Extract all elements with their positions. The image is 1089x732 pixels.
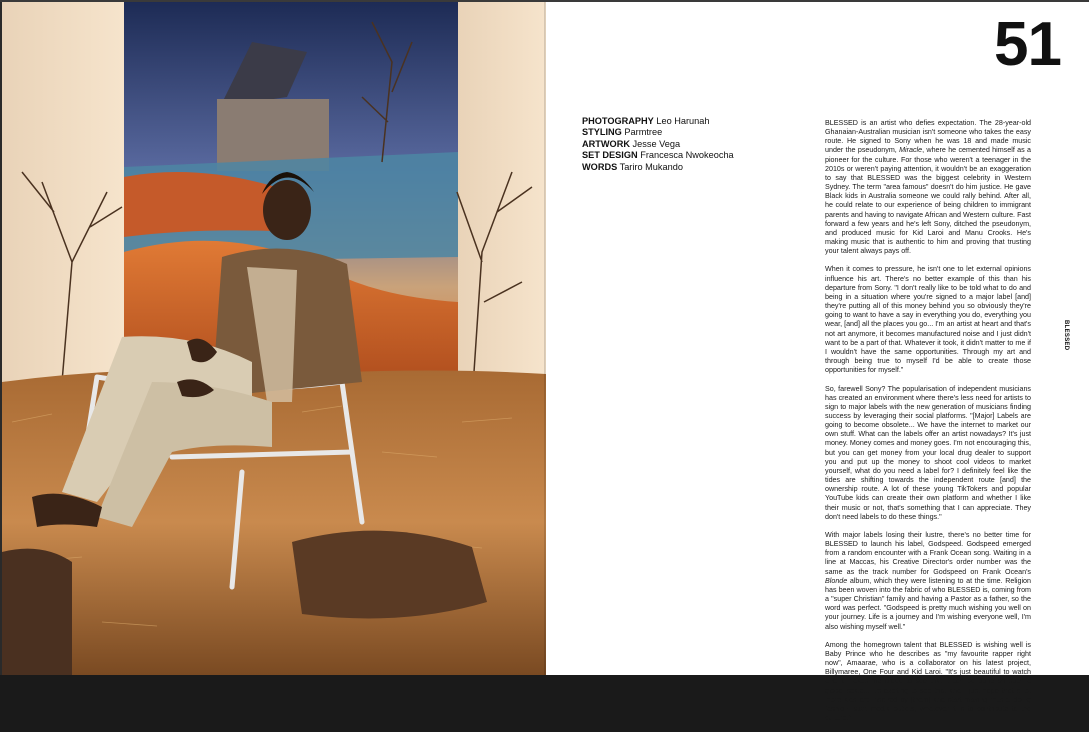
text-page [546,2,1089,723]
credit-role: SET DESIGN [582,150,638,161]
running-head: BLESSED [1063,320,1069,351]
foreground-rock [292,531,487,619]
credit-row [582,127,772,138]
credit-name: Parmtree [624,127,663,138]
italic-title: Miracle [899,146,923,155]
credit-role: STYLING [582,127,622,138]
left-wall [2,2,124,402]
credit-row [582,162,772,173]
italic-title: Blonde [825,576,848,585]
paragraph-text: With major labels losing their lustre, there's no better time for BLESSED to launch his label, Godspeed. Godspeed emerged from a random encounter with a Frank Ocean song. Waiting in a line at Maccas, his Creative Director's order number was the same as the track number for Godspeed on Frank Ocean's [825,530,1031,576]
credit-role: WORDS [582,161,618,172]
editorial-photograph [2,2,546,675]
credit-name: Leo Harunah [656,116,710,126]
photo-illustration [2,2,546,675]
credits-block [582,116,772,173]
article-paragraph [825,119,1031,256]
credit-row [582,150,772,161]
page-number: 51 [994,10,1061,79]
article-paragraph [825,531,1031,632]
credit-row [582,116,772,127]
credit-role: PHOTOGRAPHY [582,116,654,126]
credit-name: Tariro Mukando [619,161,683,172]
paragraph-text: album, which they were listening to at the time. Religion has been woven into the fabric of who BLESSED is, coming from a "super Christian" family and having a Pastor as a father, so the word was perfect. "Godspeed is pretty much wishing you well on your journey. Life is a journey and I'm wishing everyone well, I'm also wishing myself well." [825,576,1031,631]
article-paragraph: When it comes to pressure, he isn't one to let external opinions influence his art. There's no better example of this than his departure from Sony. "I don't really like to be told what to do and being in a situation where you're signed to a major label [and] they're putting all of this money behind you so obviously they're going to want to have a say in everything you do, everything you wear, [and] all the places you go... I'm an artist at heart and that's not art anymore, it becomes manufactured noise and I just didn't want to be a part of that. Whatever it took, it didn't matter to me if I wouldn't have the same opportunities. Through my art and through being true to myself I'd be able to create those opportunities for myself." [825,265,1031,375]
credit-name: Francesca Nwokeocha [640,150,734,161]
paragraph-text: , where he cemented himself as a pioneer for the culture. For those who weren't a teenager in the 2010s or weren't paying attention, it wouldn't be an exaggeration to say that BLESSED was the biggest celebrity in Western Sydney. The term "area famous" doesn't do him justice. He gave Black kids in Australia someone we could rally behind. After all, he could relate to our experience of being children to immigrant parents and having to navigate African and Western culture. Fast forward a few years and he's left Sony, ditched the pseudonym, and produced music for Kid Laroi and Manu Crooks. He's making music that is authentic to him and proving that trusting your talent always pays off. [825,146,1031,256]
paragraph-text: BLESSED is an artist who defies expectation. The 28-year-old Ghanaian-Australian musician isn't someone who takes the easy route. He signed to Sony when he was 18 and made music under the pseudonym, [825,119,1031,155]
article-paragraph: Among the homegrown talent that BLESSED is wishing well is Baby Prince who he describes as "my favourite rapper right now", Amaarae, who is a collaborator on his latest project, Billymaree, One Four and Kid Laroi. "It's just beautiful to watch and it makes me proud to see that it can be done on such a global scale... it's exciting to see that and I just hope that a lot more kids are inspired by [them] and start making music, doing fashion, start media outlets, whatever it is to contribute to the culture." [825,640,1031,723]
credit-role: ARTWORK [582,138,630,149]
right-wall [458,2,546,382]
left-rock [2,549,72,675]
credit-row [582,139,772,150]
credit-name: Jesse Vega [632,138,681,149]
article-body [825,119,1031,732]
article-paragraph: So, farewell Sony? The popularisation of independent musicians has created an environment where there's less need for artists to sign to major labels with the new generation of musicians finding success by leveraging their social platforms. "[Major] Labels are going to become obsolete... We have the internet to market our own stuff. What can the labels offer an artist nowadays? It's just money. Money comes and money goes. I'm not encouraging this, but you can get money from your local drug dealer to support you and put up the money to shoot cool videos to market yourself, what do you need a label for? I definitely feel like the tides are shifting towards the independent route [and] the ownership route. A lot of these young TikTokers and popular YouTube kids can create their own platform and whether I like their music or not, that's something that I can appreciate. They don't need labels to do these things." [825,384,1031,521]
